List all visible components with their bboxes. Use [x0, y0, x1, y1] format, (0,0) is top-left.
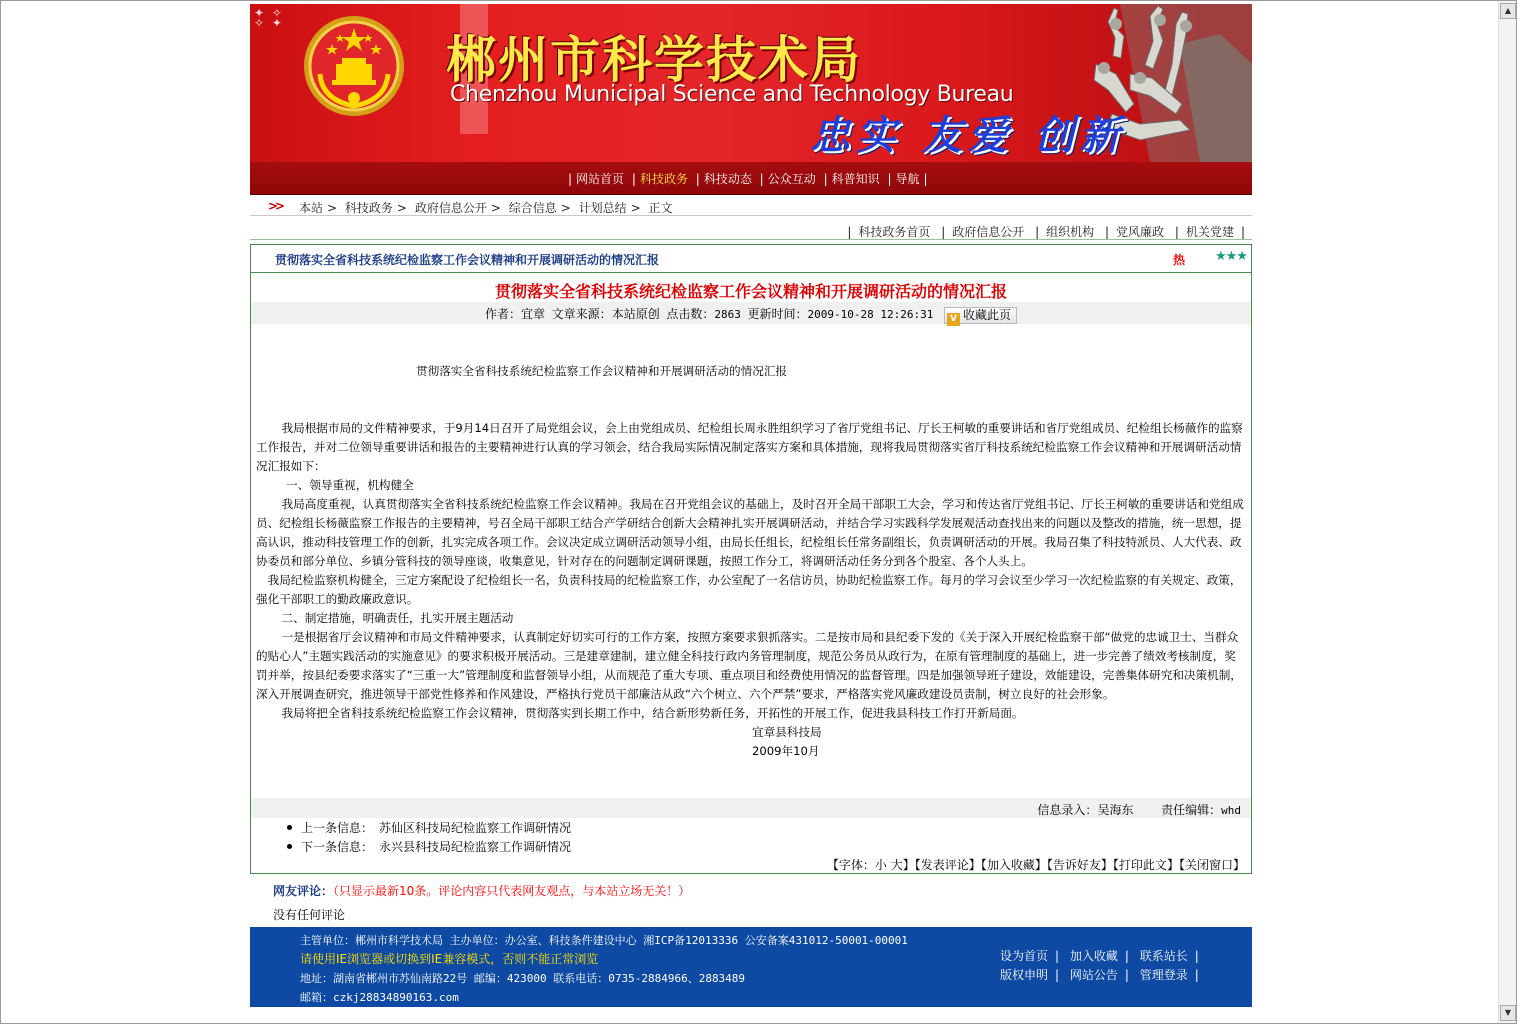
- nav-item-guide[interactable]: 导航: [895, 172, 920, 186]
- editor-value: whd: [1221, 804, 1241, 817]
- comments-note: （只显示最新10条。评论内容只代表网友观点，与本站立场无关！）: [333, 884, 691, 898]
- bullet-icon: [287, 825, 292, 830]
- breadcrumb-separator: >: [630, 201, 641, 215]
- bracket: 】: [968, 858, 981, 872]
- subnav-separator: |: [847, 225, 852, 239]
- prev-label: 上一条信息：: [301, 821, 374, 835]
- copyright-link[interactable]: 版权申明: [1000, 968, 1049, 982]
- article-paragraph: 我局将把全省科技系统纪检监察工作会议精神，贯彻落实到长期工作中，结合新形势新任务，开拓性的开展工作，促进我县科技工作打开新局面。: [281, 706, 1024, 720]
- list-item: [287, 838, 571, 857]
- rating-stars-icon: ★★★: [1215, 249, 1247, 264]
- article-box: [250, 244, 1252, 874]
- breadcrumb-separator: >: [560, 201, 571, 215]
- nav-item-sci-news[interactable]: 科技动态: [703, 172, 752, 186]
- entry-label: 信息录入：: [1037, 803, 1098, 817]
- article-tools: [827, 856, 1245, 873]
- bracket: 【: [1178, 858, 1185, 872]
- updated-value: 2009-10-28 12:26:31: [807, 308, 934, 321]
- post-comment-link[interactable]: 发表评论: [920, 858, 969, 872]
- nav-separator: |: [695, 172, 700, 186]
- clicks-label: 点击数：: [666, 307, 715, 321]
- comments-label: 网友评论：: [273, 884, 334, 898]
- vertical-scrollbar[interactable]: [1498, 1, 1516, 1023]
- entry-value: 吴海东: [1097, 803, 1134, 817]
- contact-admin-link[interactable]: 联系站长: [1139, 949, 1188, 963]
- tell-friend-link[interactable]: 告诉好友: [1052, 858, 1101, 872]
- admin-login-link[interactable]: 管理登录: [1139, 968, 1188, 982]
- nav-item-popular-science[interactable]: 科普知识: [831, 172, 880, 186]
- breadcrumb-separator: >: [327, 201, 338, 215]
- site-footer: [250, 927, 1252, 1007]
- bracket: 】: [1166, 858, 1179, 872]
- footer-separator: |: [1194, 949, 1199, 963]
- footer-email-label: 邮箱：: [300, 991, 333, 1004]
- nav-item-sci-affairs[interactable]: 科技政务: [639, 172, 688, 186]
- site-notice-link[interactable]: 网站公告: [1069, 968, 1118, 982]
- nav-item-home[interactable]: 网站首页: [576, 172, 625, 186]
- breadcrumb: [250, 196, 1252, 216]
- bookmark-icon: V: [947, 313, 960, 326]
- footer-email-link[interactable]: czkj28834890163.com: [333, 991, 459, 1004]
- article-meta: [251, 302, 1251, 324]
- footer-address: 地址：湖南省郴州市苏仙南路22号 邮编：423000 联系电话：0735-2884966、2883489: [300, 972, 746, 985]
- nav-separator: |: [823, 172, 828, 186]
- bullet-icon: [287, 844, 292, 849]
- subnav-separator: |: [1035, 225, 1040, 239]
- article-title: 贯彻落实全省科技系统纪检监察工作会议精神和开展调研活动的情况汇报: [494, 282, 1007, 301]
- article-header-bar: [251, 245, 1251, 273]
- breadcrumb-item-body: 正文: [648, 201, 673, 215]
- scroll-up-arrow-icon[interactable]: ▲: [1500, 3, 1516, 19]
- breadcrumb-item-plan-summary[interactable]: 计划总结: [578, 201, 627, 215]
- bracket: 】: [1034, 858, 1047, 872]
- sub-navigation: [250, 220, 1252, 240]
- source-label: 文章来源：: [551, 307, 612, 321]
- bracket: 】: [1232, 858, 1245, 872]
- breadcrumb-item-gov-info[interactable]: 政府信息公开: [414, 201, 487, 215]
- font-large-link[interactable]: 大: [890, 858, 903, 872]
- font-small-link[interactable]: 小: [874, 858, 887, 872]
- updated-label: 更新时间：: [747, 307, 808, 321]
- subnav-item-gov-info[interactable]: 政府信息公开: [952, 225, 1025, 239]
- set-homepage-link[interactable]: 设为首页: [1000, 949, 1049, 963]
- section-heading: 二、制定措施，明确责任，扎实开展主题活动: [281, 611, 514, 625]
- breadcrumb-separator: >: [490, 201, 501, 215]
- bracket: 】: [902, 858, 915, 872]
- section-heading: 一、领导重视，机构健全: [286, 478, 414, 492]
- footer-separator: |: [1124, 968, 1129, 982]
- site-subtitle: Chenzhou Municipal Science and Technology Bureau: [450, 82, 1014, 107]
- subnav-item-party-building[interactable]: 机关党建: [1185, 225, 1234, 239]
- bracket: 】: [1100, 858, 1113, 872]
- sparkle-decoration-icon: ✦ ✧ ✧ ✦: [254, 6, 284, 30]
- article-footer-info: [251, 798, 1251, 818]
- footer-separator: |: [1055, 949, 1060, 963]
- national-emblem-icon: [302, 14, 406, 118]
- site-banner: [250, 4, 1252, 162]
- bookmark-page-label: 收藏此页: [962, 307, 1011, 322]
- scroll-down-arrow-icon[interactable]: ▼: [1500, 1005, 1516, 1021]
- site-title: 郴州市科学技术局: [446, 31, 862, 89]
- hot-badge: 热: [1173, 253, 1186, 267]
- article-paragraph: 一是根据省厅会议精神和市局文件精神要求，认真制定好切实可行的工作方案，按照方案要求狠抓落实。二是按市局和县纪委下发的《关于深入开展纪检监察干部“做党的忠诚卫士、当群众的贴心人”主题实践活动的实施意见》的要求积极开展活动。三是建章建制，建立健全科技行政内务管理制度，规范公务员从政行为，在原有管理制度的基础上，进一步完善了绩效考核制度，奖罚并举，按县纪委要求落实了“三重一大”管理制度和监督领导小组，从而规范了重大专项、重点项目和经费使用情况的监督管理。四是加强领导班子建设，效能建设，完善集体研究和决策机制，深入开展调查研究，推进领导干部党性修养和作风建设，严格执行党员干部廉洁从政“六个树立、六个严禁”要求，严格落实党风廉政建设员责制，树立良好的社会形象。: [256, 630, 1242, 701]
- author-label: 作者：: [485, 307, 522, 321]
- author-value: 宜章: [521, 307, 546, 321]
- subnav-item-affairs-home[interactable]: 科技政务首页: [858, 225, 931, 239]
- article-body: [256, 362, 1246, 761]
- no-comments-text: 没有任何评论: [273, 908, 346, 922]
- bracket: 【: [826, 858, 839, 872]
- breadcrumb-item-general-info[interactable]: 综合信息: [508, 201, 557, 215]
- next-label: 下一条信息：: [301, 840, 374, 854]
- next-article-link[interactable]: 永兴县科技局纪检监察工作调研情况: [379, 840, 572, 854]
- footer-browser-notice: 请使用IE浏览器或切换到IE兼容模式，否则不能正常浏览: [300, 952, 599, 966]
- footer-info: [300, 931, 908, 1007]
- prev-next-links: [287, 819, 571, 857]
- breadcrumb-item-sci-affairs[interactable]: 科技政务: [344, 201, 393, 215]
- add-favorite-footer-link[interactable]: 加入收藏: [1069, 949, 1118, 963]
- nav-separator: |: [759, 172, 764, 186]
- article-paragraph: 我局高度重视，认真贯彻落实全省科技系统纪检监察工作会议精神。我局在召开党组会议的基础上，及时召开全局干部职工大会，学习和传达省厅党组书记、厅长王柯敏的重要讲话和党组成员、纪检组长杨薇监察工作报告的主要精神，号召全局干部职工结合产学研结合创新大会精神扎实开展调研活动，并结合学习实践科学发展观活动查找出来的问题以及整改的措施，统一思想，提高认识，推动科技管理工作的创新，扎实完成各项工作。会议决定成立调研活动领导小组，由局长任组长，纪检组长任常务副组长，负责调研活动的开展。我局召集了科技特派员、人大代表、政协委员和部分单位、乡镇分管科技的领导座谈，收集意见，针对存在的问题制定调研课题，按照工作分工，将调研活动任务分到各个股室、各个人头上。: [256, 497, 1244, 568]
- prev-article-link[interactable]: 苏仙区科技局纪检监察工作调研情况: [379, 821, 572, 835]
- signature-date: 2009年10月: [752, 744, 820, 758]
- subnav-separator: |: [941, 225, 946, 239]
- nav-separator: |: [887, 172, 892, 186]
- subnav-separator: |: [1240, 225, 1245, 239]
- subnav-item-organization[interactable]: 组织机构: [1046, 225, 1095, 239]
- list-item: [287, 819, 571, 838]
- article-header-title: 贯彻落实全省科技系统纪检监察工作会议精神和开展调研活动的情况汇报: [275, 253, 660, 267]
- footer-organizer: 主管单位：郴州市科学技术局 主办单位：办公室、科技条件建设中心 湘ICP备12013336 公安备案431012-50001-00001: [300, 934, 908, 947]
- print-article-link[interactable]: 打印此文: [1118, 858, 1167, 872]
- editor-label: 责任编辑：: [1161, 803, 1222, 817]
- bracket: 【: [914, 858, 921, 872]
- site-slogan: 忠实 友爱 创新: [810, 113, 1126, 159]
- breadcrumb-item-site[interactable]: 本站: [299, 201, 324, 215]
- nav-item-public-interaction[interactable]: 公众互动: [767, 172, 816, 186]
- signature: 宜章县科技局: [752, 725, 822, 739]
- subnav-separator: |: [1105, 225, 1110, 239]
- main-navigation: [250, 162, 1252, 195]
- font-size-label: 字体：: [838, 858, 875, 872]
- close-window-link[interactable]: 关闭窗口: [1184, 858, 1233, 872]
- footer-separator: |: [1055, 968, 1060, 982]
- bracket: 【: [1112, 858, 1119, 872]
- breadcrumb-separator: >: [396, 201, 407, 215]
- footer-separator: |: [1194, 968, 1199, 982]
- footer-separator: |: [1124, 949, 1129, 963]
- nav-separator: |: [923, 172, 928, 186]
- document-title: 贯彻落实全省科技系统纪检监察工作会议精神和开展调研活动的情况汇报: [416, 364, 788, 378]
- article-paragraph: 我局纪检监察机构健全，三定方案配设了纪检组长一名，负责科技局的纪检监察工作，办公室配了一名信访员，协助纪检监察工作。每月的学习会议至少学习一次纪检监察的有关规定、政策，强化干部职工的勤政廉政意识。: [256, 573, 1242, 606]
- comments-header: [273, 882, 690, 899]
- subnav-item-party-integrity[interactable]: 党风廉政: [1116, 225, 1165, 239]
- bookmark-page-button[interactable]: [944, 307, 1017, 324]
- nav-separator: |: [568, 172, 573, 186]
- bracket: 【: [980, 858, 987, 872]
- clicks-value: 2863: [714, 308, 741, 321]
- nav-separator: |: [631, 172, 636, 186]
- footer-links: [1000, 947, 1206, 985]
- article-paragraph: 我局根据市局的文件精神要求，于9月14日召开了局党组会议，会上由党组成员、纪检组长周永胜组织学习了省厅党组书记、厅长王柯敏的重要讲话和省厅党组成员、纪检组长杨薇作的监察工作报告，并对二位领导重要讲话和报告的主要精神进行认真的学习领会，结合我局实际情况制定落实方案和具体措施，现将我局贯彻落实省厅科技系统纪检监察工作会议精神和开展调研活动情况汇报如下：: [256, 421, 1243, 473]
- bracket: 【: [1046, 858, 1053, 872]
- add-favorite-link[interactable]: 加入收藏: [986, 858, 1035, 872]
- double-chevron-right-icon: >>: [268, 199, 283, 213]
- subnav-separator: |: [1174, 225, 1179, 239]
- source-value: 本站原创: [611, 307, 660, 321]
